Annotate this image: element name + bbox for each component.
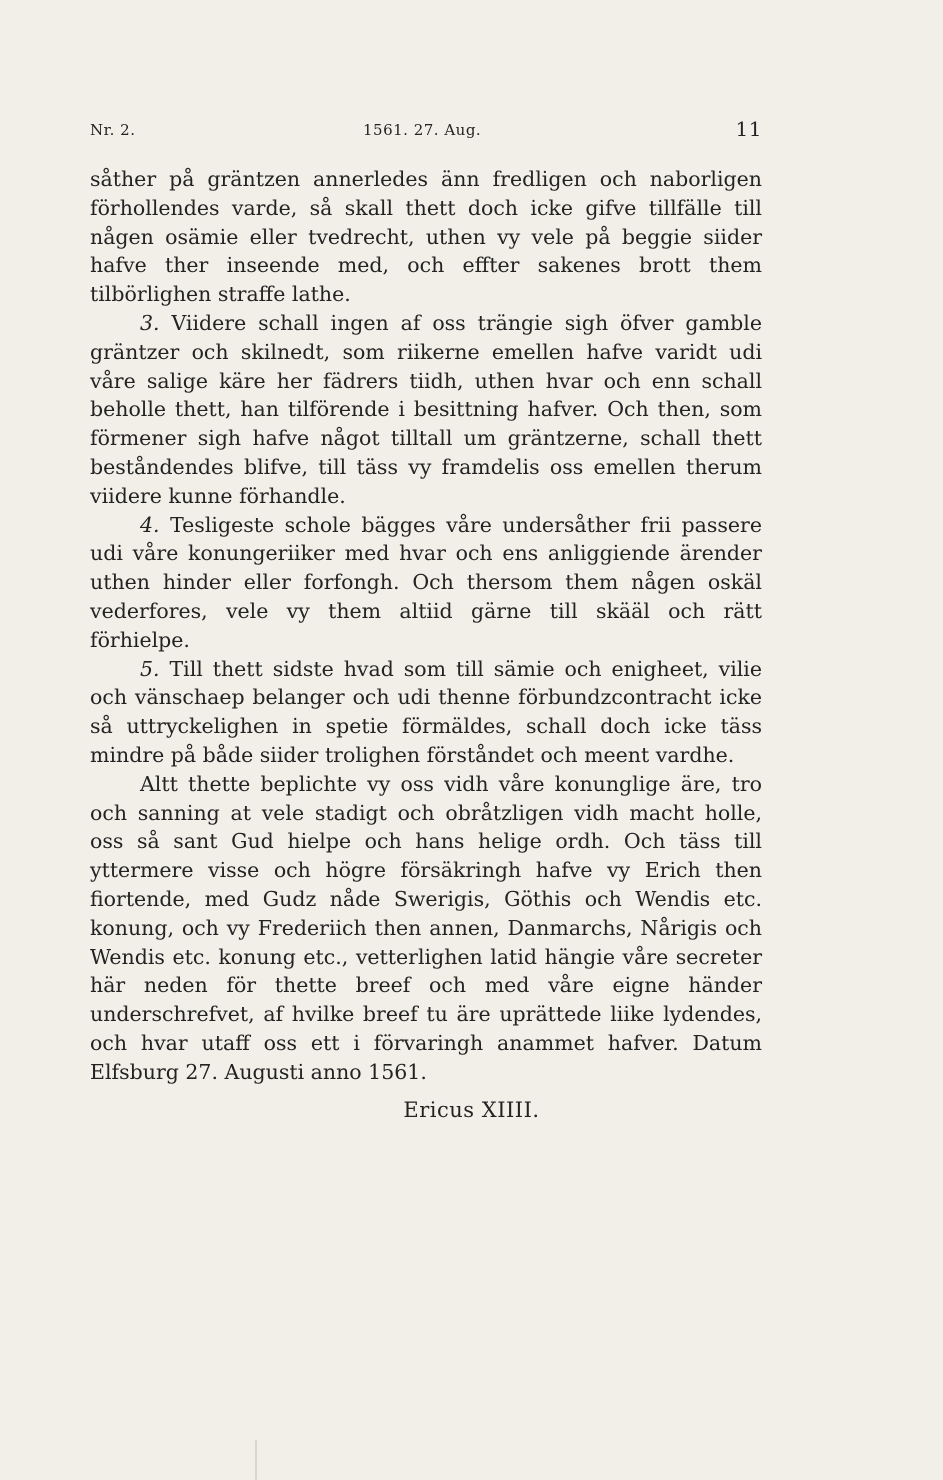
paragraph-closing <box>90 770 762 1087</box>
paragraph-article-3 <box>90 309 762 511</box>
paragraph-text: Altt thette beplichte vy oss vidh våre konunglige äre, tro och sanning at vele stadigt och obråtzligen vidh macht holle, oss så sant Gud hielpe och hans helige ordh. Och täss till yttermere visse och högre försäkringh hafve vy Erich then fiortende, med Gudz nåde Swerigis, Göthis och Wendis etc. konung, och vy Frederiich then annen, Danmarchs, Nårigis och Wendis etc. konung etc., vetterlighen latid hängie våre secreter här neden för thette breef och med våre eigne händer underschrefvet, af hvilke breef tu äre uprättede liike lydendes, och hvar utaff oss ett i förvaringh anammet hafver. Datum Elfsburg 27. Augusti anno 1561. <box>90 771 762 1084</box>
running-head <box>90 119 762 143</box>
document-number: Nr. 2. <box>90 121 136 139</box>
article-number: 4. <box>140 512 160 537</box>
paragraph-text: Tesligeste schole bägges våre undersåther frii passere udi våre konungeriiker med hvar och ens anliggiende ärender uthen hinder eller forfongh. Och thersom them någen oskäl vederfores, vele vy them altiid gärne till skääl och rätt förhielpe. <box>90 512 762 652</box>
article-number: 3. <box>140 310 160 335</box>
signature: Ericus XIIII. <box>403 1098 540 1122</box>
paragraph-continuation <box>90 165 762 309</box>
paragraph-article-5 <box>90 655 762 770</box>
paragraph-article-4 <box>90 511 762 655</box>
document-date: 1561. 27. Aug. <box>363 121 482 139</box>
paragraph-text: Viidere schall ingen af oss trängie sigh öfver gamble gräntzer och skilnedt, som riikerne emellen hafve varidt udi våre salige käre her fädrers tiidh, uthen hvar och enn schall beholle thett, han tilförende i besittning hafver. Och then, som förmener sigh hafve något tilltall um gräntzerne, schall thett beståndendes blifve, till täss vy framdelis oss emellen therum viidere kunne förhandle. <box>90 310 762 508</box>
body-text <box>90 165 762 1087</box>
page-edge-mark <box>255 1440 257 1480</box>
paragraph-text: Till thett sidste hvad som till sämie och enigheet, vilie och vänschaep belanger och udi thenne förbundzcontracht icke så uttryckelighen in spetie förmäldes, schall doch icke täss mindre på både siider trolighen förståndet och meent vardhe. <box>90 656 762 767</box>
article-number: 5. <box>140 656 160 681</box>
page-number: 11 <box>735 117 762 141</box>
paragraph-text: såther på gräntzen annerledes änn fredligen och naborligen förhollendes varde, så skall thett doch icke gifve tillfälle till någen osämie eller tvedrecht, uthen vy vele på beggie siider hafve ther inseende med, och effter sakenes brott them tilbörlighen straffe lathe. <box>90 167 762 307</box>
